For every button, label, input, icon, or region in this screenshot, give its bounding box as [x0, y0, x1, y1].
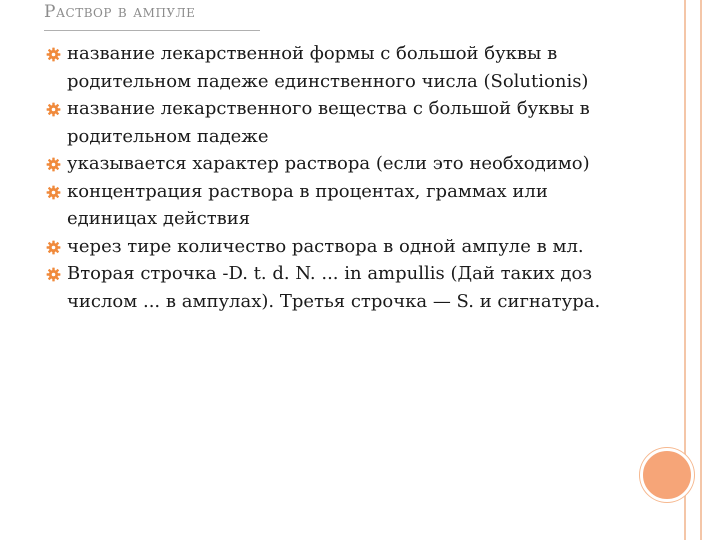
gear-icon: [46, 47, 61, 62]
gear-icon: [46, 240, 61, 255]
bullet-item: [46, 95, 626, 150]
bullet-item: [46, 40, 626, 95]
gear-icon: [46, 157, 61, 172]
gear-icon: [46, 185, 61, 200]
bullet-item: [46, 150, 626, 178]
gear-icon: [46, 267, 61, 282]
bullet-text: название лекарственной формы с большой буквы в родительном падеже единственного числа (Solutionis): [67, 43, 589, 92]
gear-icon: [46, 102, 61, 117]
bullet-item: [46, 233, 626, 261]
bullet-list: [46, 40, 626, 315]
bullet-item: [46, 178, 626, 233]
bullet-text: Вторая строчка -D. t. d. N. ... in ampullis (Дай таких доз числом ... в ампулах). Третья строчка — S. и сигнатура.: [67, 263, 601, 312]
bullet-text: через тире количество раствора в одной ампуле в мл.: [67, 235, 584, 257]
title-underline: [44, 30, 260, 31]
decorative-circle: [640, 448, 694, 502]
bullet-text: концентрация раствора в процентах, граммах или единицах действия: [67, 180, 548, 229]
bullet-text: указывается характер раствора (если это необходимо): [67, 153, 590, 174]
bullet-text: название лекарственного вещества с большой буквы в родительном падеже: [67, 98, 590, 147]
slide-title: Раствор в ампуле: [44, 2, 196, 22]
frame-line-right: [700, 0, 702, 540]
bullet-item: [46, 260, 626, 315]
